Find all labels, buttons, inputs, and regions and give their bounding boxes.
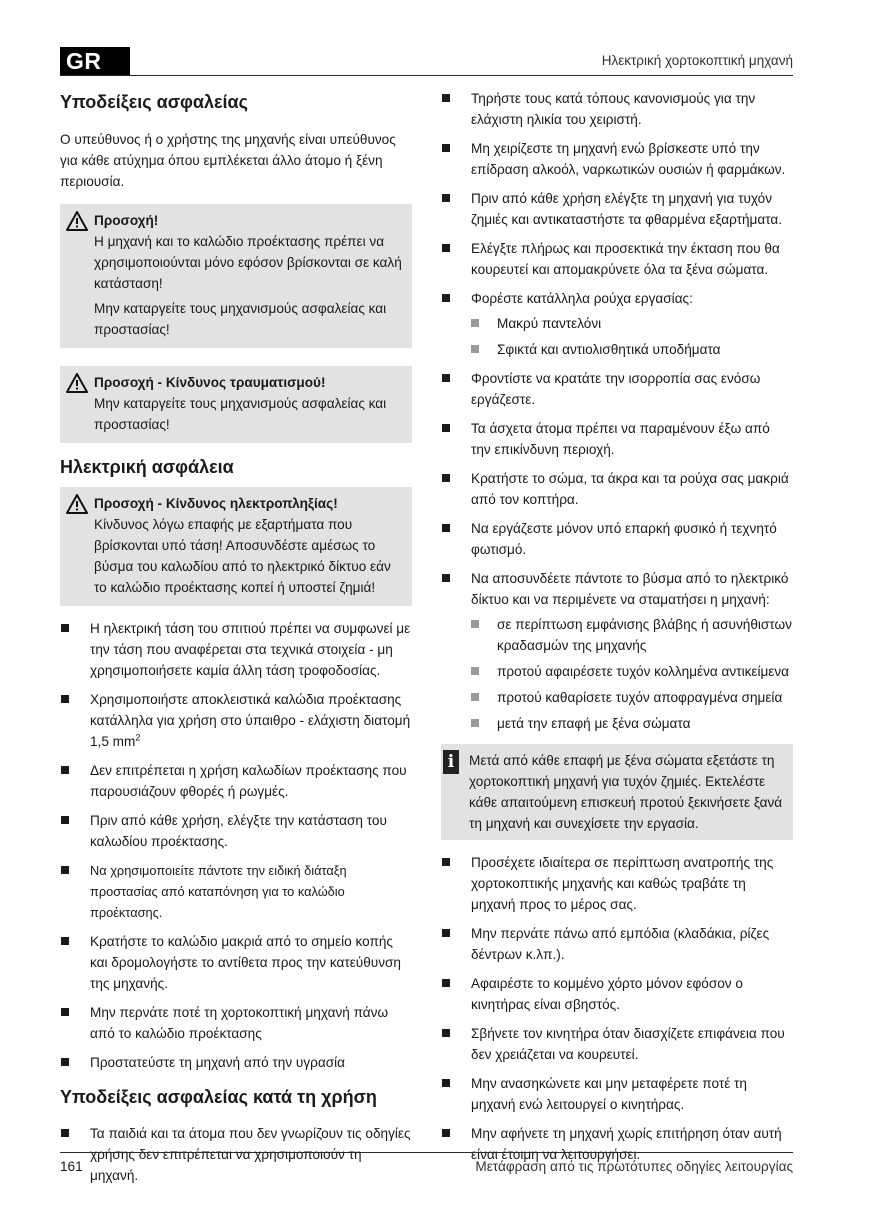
language-badge: GR	[60, 47, 130, 75]
warning-box-caution	[60, 204, 412, 348]
info-text: Μετά από κάθε επαφή με ξένα σώματα εξετάστε τη χορτοκοπτική μηχανή για τυχόν ζημιές. Εκτελέστε κάθε απαιτούμενη επισκευή προτού ξεκινήσετε ξανά τη μηχανή και συνεχίσετε την εργασία.	[469, 753, 783, 831]
sub-list-item: Μακρύ παντελόνι	[471, 313, 793, 334]
sub-list-item: προτού καθαρίσετε τυχόν αποφραγμένα σημεία	[471, 687, 793, 708]
list-item: Κρατήστε το σώμα, τα άκρα και τα ρούχα σας μακριά από τον κοπτήρα.	[441, 468, 793, 510]
warning-title: Προσοχή - Κίνδυνος τραυματισμού!	[94, 375, 326, 390]
usage-safety-heading: Υποδείξεις ασφαλείας κατά τη χρήση	[60, 1087, 377, 1107]
list-item: Να αποσυνδέετε πάντοτε το βύσμα από το ηλεκτρικό δίκτυο και να περιμένετε να σταματήσει η μηχανή: σε περίπτωση εμφάνισης βλάβης ή ασυνήθιστων κραδασμών της μηχανής προτού αφαιρέσετε τυχόν κολλημένα αντικείμενα προτού καθαρίσετε τυχόν αποφραγμένα σημεία μετά την επαφή με ξένα σώματα	[441, 568, 793, 734]
warning-box-injury	[60, 366, 412, 443]
list-item: Τα παιδιά και τα άτομα που δεν γνωρίζουν τις οδηγίες χρήσης δεν επιτρέπεται να χρησιμοποιούν τη μηχανή.	[60, 1123, 412, 1186]
left-column	[60, 88, 412, 1186]
warning-triangle-icon	[66, 373, 88, 393]
list-item: Να χρησιμοποιείτε πάντοτε την ειδική διάταξη προστασίας από καταπόνηση για το καλώδιο προέκτασης.	[60, 860, 412, 923]
usage-safety-list	[60, 1123, 412, 1186]
warning-text: Μην καταργείτε τους μηχανισμούς ασφαλείας και προστασίας!	[94, 396, 387, 432]
list-item: Μην αφήνετε τη μηχανή χωρίς επιτήρηση όταν αυτή είναι έτοιμη να λειτουργήσει.	[441, 1123, 793, 1165]
sub-list-item: Σφικτά και αντιολισθητικά υποδήματα	[471, 339, 793, 360]
usage-list-continued	[441, 88, 793, 734]
list-item: Φορέστε κατάλληλα ρούχα εργασίας: Μακρύ παντελόνι Σφικτά και αντιολισθητικά υποδήματα	[441, 288, 793, 360]
list-item: Χρησιμοποιήστε αποκλειστικά καλώδια προέκτασης κατάλληλα για χρήση στο ύπαιθρο - ελάχιστη διατομή 1,5 $mm^2$	[60, 689, 412, 752]
usage-list-final	[441, 852, 793, 1165]
warning-text: Η μηχανή και το καλώδιο προέκτασης πρέπει να χρησιμοποιούνται μόνο εφόσον βρίσκονται σε καλή κατάσταση!	[94, 234, 402, 291]
warning-box-electric	[60, 487, 412, 606]
list-item: Προστατεύστε τη μηχανή από την υγρασία	[60, 1052, 412, 1073]
list-item: Προσέχετε ιδιαίτερα σε περίπτωση ανατροπής της χορτοκοπτικής μηχανής και καθώς τραβάτε τη μηχανή προς το μέρος σας.	[441, 852, 793, 915]
warning-triangle-icon	[66, 494, 88, 514]
info-box	[441, 744, 793, 840]
list-item: Ελέγξτε πλήρως και προσεκτικά την έκταση που θα κουρευτεί και απομακρύνετε όλα τα ξένα σώματα.	[441, 238, 793, 280]
list-item: Φροντίστε να κρατάτε την ισορροπία σας ενόσω εργάζεστε.	[441, 368, 793, 410]
page-footer	[60, 1152, 793, 1174]
page-number: 161	[60, 1159, 83, 1174]
warning-title: Προσοχή!	[94, 213, 159, 228]
footer-text: Μετάφραση από τις πρωτότυπες οδηγίες λειτουργίας	[475, 1159, 793, 1174]
list-item: Τα άσχετα άτομα πρέπει να παραμένουν έξω από την επικίνδυνη περιοχή.	[441, 418, 793, 460]
header-title: Ηλεκτρική χορτοκοπτική μηχανή	[601, 53, 793, 68]
safety-intro: Ο υπεύθυνος ή ο χρήστης της μηχανής είναι υπεύθυνος για κάθε ατύχημα όπου εμπλέκεται άλλο άτομο ή ξένη περιουσία.	[60, 132, 396, 189]
list-item: Μην ανασηκώνετε και μην μεταφέρετε ποτέ τη μηχανή ενώ λειτουργεί ο κινητήρας.	[441, 1073, 793, 1115]
list-item: Δεν επιτρέπεται η χρήση καλωδίων προέκτασης που παρουσιάζουν φθορές ή ρωγμές.	[60, 760, 412, 802]
list-item: Τηρήστε τους κατά τόπους κανονισμούς για την ελάχιστη ηλικία του χειριστή.	[441, 88, 793, 130]
electric-safety-list	[60, 618, 412, 1073]
warning-text: Μην καταργείτε τους μηχανισμούς ασφαλείας και προστασίας!	[94, 301, 387, 337]
warning-text: Κίνδυνος λόγω επαφής με εξαρτήματα που βρίσκονται υπό τάση! Αποσυνδέστε αμέσως το βύσμα του καλωδίου από το ηλεκτρικό δίκτυο εάν το καλώδιο προέκτασης κοπεί ή υποστεί ζημιά!	[94, 517, 391, 595]
sub-list-item: μετά την επαφή με ξένα σώματα	[471, 713, 793, 734]
warning-triangle-icon	[66, 211, 88, 231]
list-item: Αφαιρέστε το κομμένο χόρτο μόνον εφόσον ο κινητήρας είναι σβηστός.	[441, 973, 793, 1015]
list-item: Σβήνετε τον κινητήρα όταν διασχίζετε επιφάνεια που δεν χρειάζεται να κουρευτεί.	[441, 1023, 793, 1065]
list-item: Κρατήστε το καλώδιο μακριά από το σημείο κοπής και δρομολογήστε το αντίθετα προς την κατεύθυνση της μηχανής.	[60, 931, 412, 994]
warning-title: Προσοχή - Κίνδυνος ηλεκτροπληξίας!	[94, 496, 338, 511]
info-icon: i	[443, 750, 459, 774]
list-item: Να εργάζεστε μόνον υπό επαρκή φυσικό ή τεχνητό φωτισμό.	[441, 518, 793, 560]
right-column	[441, 88, 793, 1165]
electric-safety-heading: Ηλεκτρική ασφάλεια	[60, 457, 234, 477]
safety-heading: Υποδείξεις ασφαλείας	[60, 92, 248, 112]
list-item: Μη χειρίζεστε τη μηχανή ενώ βρίσκεστε υπό την επίδραση αλκοόλ, ναρκωτικών ουσιών ή φαρμάκων.	[441, 138, 793, 180]
clothing-sublist	[471, 313, 793, 360]
unplug-sublist	[471, 614, 793, 734]
list-item: Πριν από κάθε χρήση ελέγξτε τη μηχανή για τυχόν ζημιές και αντικαταστήστε τα φθαρμένα εξαρτήματα.	[441, 188, 793, 230]
list-item: Η ηλεκτρική τάση του σπιτιού πρέπει να συμφωνεί με την τάση που αναφέρεται στα τεχνικά στοιχεία - μη χρησιμοποιήσετε καμία άλλη τάση τροφοδοσίας.	[60, 618, 412, 681]
sub-list-item: σε περίπτωση εμφάνισης βλάβης ή ασυνήθιστων κραδασμών της μηχανής	[471, 614, 793, 656]
sub-list-item: προτού αφαιρέσετε τυχόν κολλημένα αντικείμενα	[471, 661, 793, 682]
list-item: Μην περνάτε πάνω από εμπόδια (κλαδάκια, ρίζες δέντρων κ.λπ.).	[441, 923, 793, 965]
list-item: Μην περνάτε ποτέ τη χορτοκοπτική μηχανή πάνω από το καλώδιο προέκτασης	[60, 1002, 412, 1044]
page-header	[60, 47, 793, 76]
superscript: 2	[135, 732, 141, 743]
list-item: Πριν από κάθε χρήση, ελέγξτε την κατάσταση του καλωδίου προέκτασης.	[60, 810, 412, 852]
